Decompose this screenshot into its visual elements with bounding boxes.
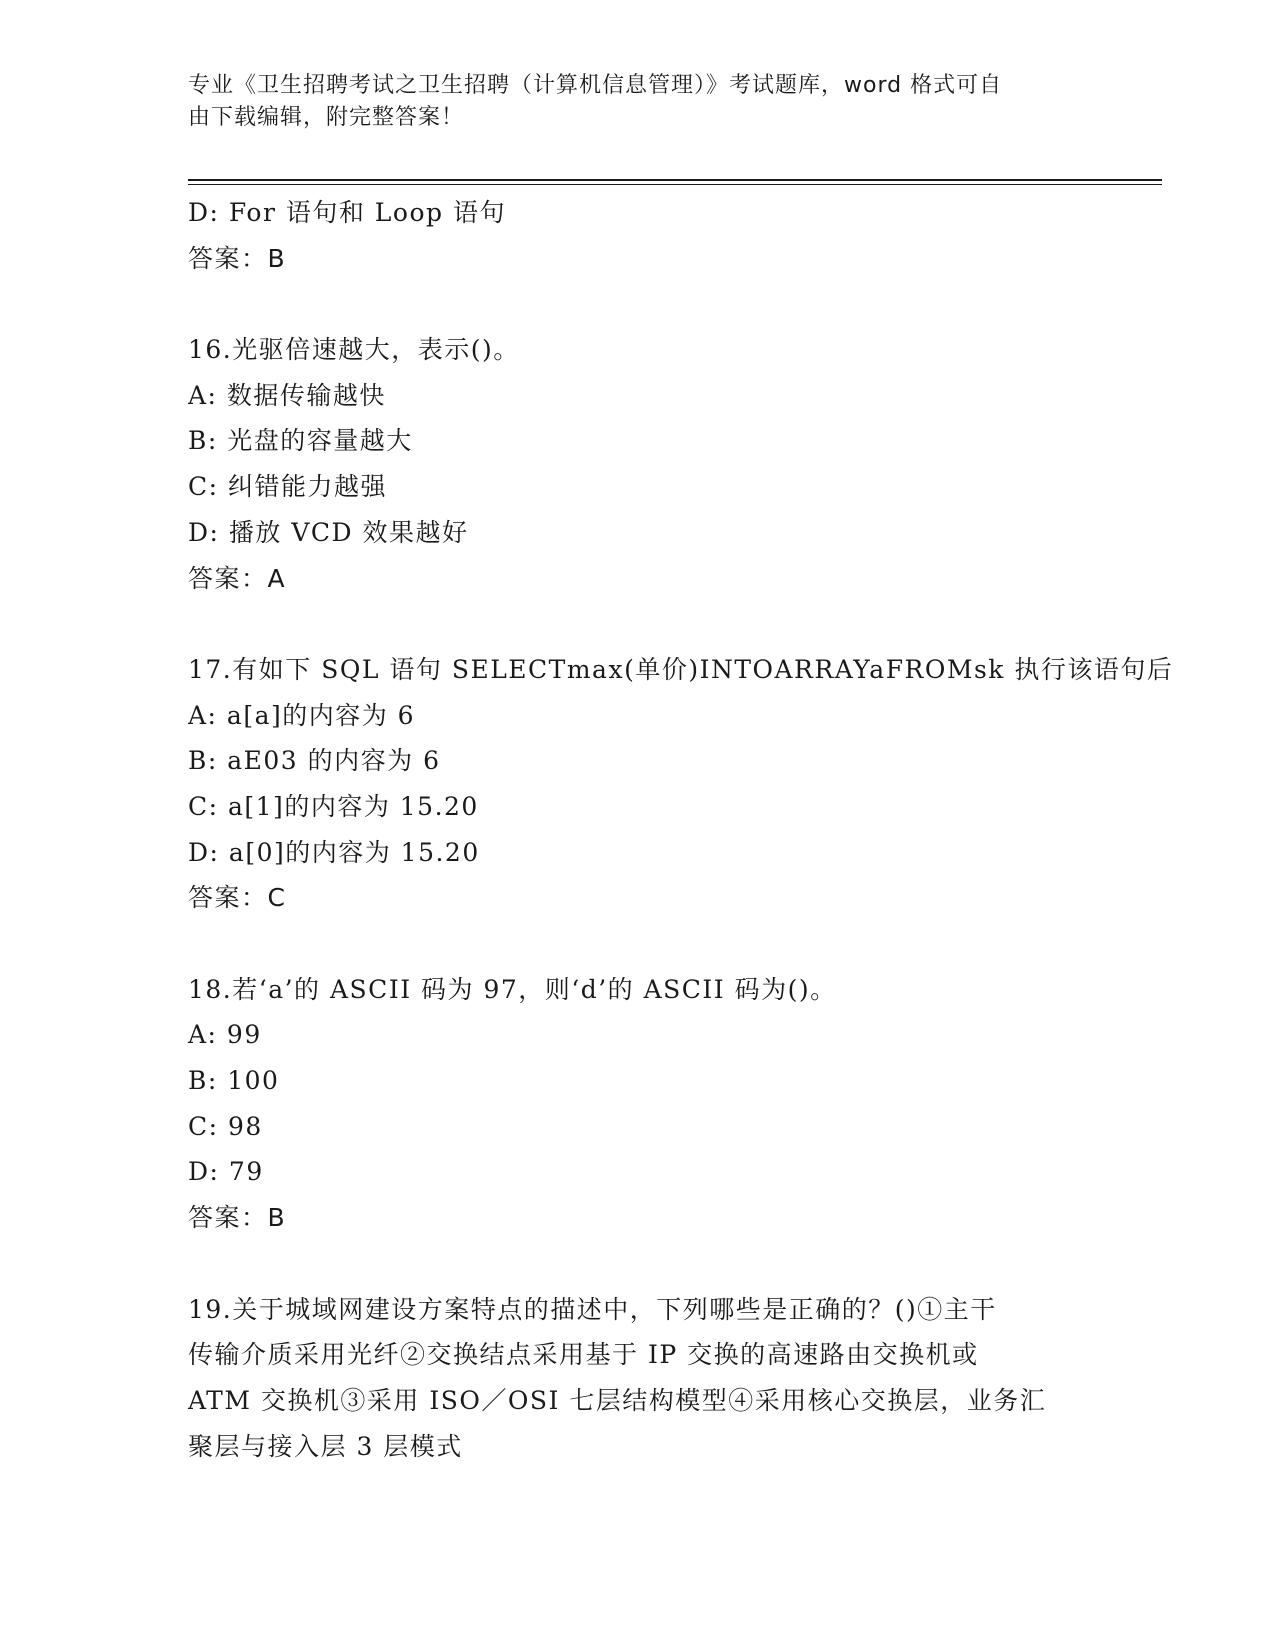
spacer: [188, 281, 1088, 327]
q16-option-b: B: 光盘的容量越大: [188, 426, 413, 456]
q18-answer: 答案：B: [188, 1203, 287, 1233]
q17-option-a: A: a[a]的内容为 6: [188, 700, 416, 730]
q17-option-c: C: a[1]的内容为 15.20: [188, 791, 479, 821]
q19-question-line-4: 聚层与接入层 3 层模式: [188, 1431, 463, 1461]
q17-option-d: D: a[0]的内容为 15.20: [188, 837, 480, 867]
q18-option-b: B: 100: [188, 1066, 280, 1096]
prev-option-d: D: For 语句和 Loop 语句: [188, 198, 506, 227]
spacer: [188, 921, 1088, 967]
header-divider-thin: [188, 184, 1162, 185]
q18-option-c: C: 98: [188, 1111, 263, 1141]
q16-option-d: D: 播放 VCD 效果越好: [188, 517, 469, 547]
question-list: [188, 190, 1174, 1469]
header-divider-thick: [188, 179, 1162, 181]
q17-question: 17.有如下 SQL 语句 SELECTmax(单价)INTOARRAYaFROMsk 执行该语句后: [188, 654, 1174, 684]
q16-option-c: C: 纠错能力越强: [188, 472, 387, 502]
q19-question-line-1: 19.关于城域网建设方案特点的描述中，下列哪些是正确的？()①主干: [188, 1294, 997, 1324]
q19-question-line-3: ATM 交换机③采用 ISO／OSI 七层结构模型④采用核心交换层，业务汇: [188, 1385, 1047, 1415]
q16-answer: 答案：A: [188, 563, 287, 593]
q18-option-a: A: 99: [188, 1020, 262, 1050]
header-line-1: 专业《卫生招聘考试之卫生招聘（计算机信息管理）》考试题库，word 格式可自: [188, 73, 1003, 98]
q19-question-line-2: 传输介质采用光纤②交换结点采用基于 IP 交换的高速路由交换机或: [188, 1340, 979, 1370]
q17-option-b: B: aE03 的内容为 6: [188, 746, 441, 776]
q18-question: 18.若‘a’的 ASCII 码为 97，则‘d’的 ASCII 码为()。: [188, 974, 837, 1004]
header-line-2: 由下载编辑，附完整答案！: [188, 105, 465, 130]
prev-answer: 答案：B: [188, 243, 287, 273]
q16-question: 16.光驱倍速越大，表示()。: [188, 335, 520, 365]
spacer: [188, 1241, 1088, 1287]
q17-answer: 答案：C: [188, 883, 287, 913]
document-header: [188, 70, 1078, 134]
spacer: [188, 601, 1088, 647]
q16-option-a: A: 数据传输越快: [188, 380, 386, 410]
q18-option-d: D: 79: [188, 1157, 264, 1187]
